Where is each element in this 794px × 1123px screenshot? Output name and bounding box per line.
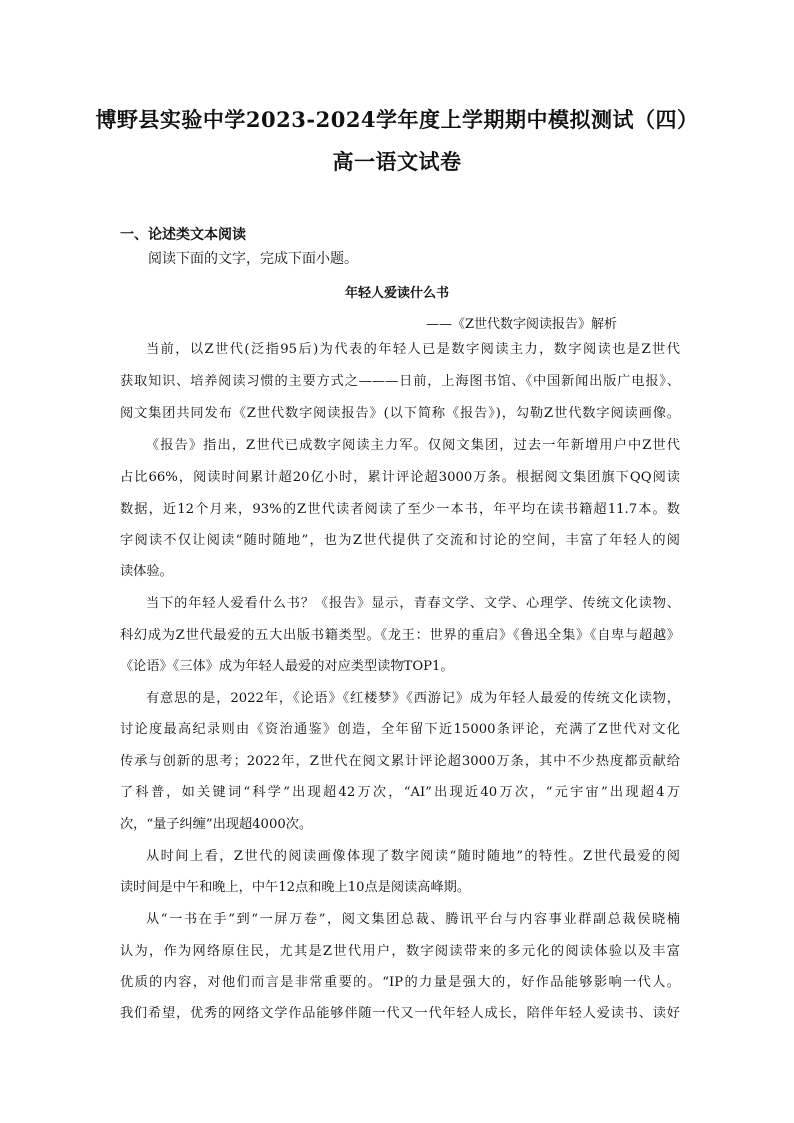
article-line: 占比66%，阅读时间累计超20亿小时，累计评论超3000万条。根据阅文集团旗下QQ阅读: [120, 470, 680, 485]
article-line: 读体验。: [120, 564, 173, 579]
article-subtitle: ——《Z世代数字阅读报告》解析: [426, 317, 618, 332]
article-line: 《论语》《三体》成为年轻人最爱的对应类型读物TOP1。: [120, 659, 454, 674]
article-title: 年轻人爱读什么书: [344, 286, 449, 301]
section-heading: 一、论述类文本阅读: [120, 227, 246, 243]
exam-subtitle: 高一语文试卷: [332, 149, 462, 174]
article-line: 了科普，如关键词“科学”出现超42万次，“AI”出现近40万次，“元宇宙”出现超4万: [120, 785, 680, 800]
section-instruction: 阅读下面的文字，完成下面小题。: [148, 251, 358, 267]
article-line: 从“一书在手”到“一屏万卷”，阅文集团总裁、腾讯平台与内容事业群副总裁侯晓楠: [146, 912, 680, 927]
article-line: 字阅读不仅让阅读“随时随地”，也为Z世代提供了交流和讨论的空间，丰富了年轻人的阅: [120, 533, 680, 548]
article-line: 科幻成为Z世代最爱的五大出版书籍类型。《龙王：世界的重启》《鲁迅全集》《自卑与超越》: [120, 628, 680, 643]
exam-title: 博野县实验中学2023-2024学年度上学期期中模拟测试（四）: [95, 107, 699, 132]
article-line: 讨论度最高纪录则由《资治通鉴》创造，全年留下近15000条评论，充满了Z世代对文化: [120, 722, 680, 737]
article-line: 从时间上看，Z世代的阅读画像体现了数字阅读“随时随地”的特性。Z世代最爱的阅: [146, 849, 680, 864]
article-line: 《报告》指出，Z世代已成数字阅读主力军。仅阅文集团，过去一年新增用户中Z世代: [146, 438, 680, 453]
article-line: 读时间是中午和晚上，中午12点和晚上10点是阅读高峰期。: [120, 880, 471, 895]
article-line: 认为，作为网络原住民，尤其是Z世代用户，数字阅读带来的多元化的阅读体验以及丰富: [120, 944, 680, 959]
article-line: 我们希望，优秀的网络文学作品能够伴随一代又一代年轻人成长，陪伴年轻人爱读书、读好: [120, 1006, 680, 1021]
article-line: 有意思的是，2022年，《论语》《红楼梦》《西游记》成为年轻人最爱的传统文化读物，: [146, 691, 680, 706]
article-line: 数据，近12个月来，93%的Z世代读者阅读了至少一本书，年平均在读书籍超11.7本。数: [120, 502, 680, 517]
article-line: 阅文集团共同发布《Z世代数字阅读报告》(以下简称《报告》)，勾勒Z世代数字阅读画像。: [120, 406, 680, 421]
article-line: 当前，以Z世代(泛指95后)为代表的年轻人已是数字阅读主力，数字阅读也是Z世代: [146, 342, 680, 357]
article-line: 次，“量子纠缠”出现超4000次。: [120, 817, 313, 832]
article-line: 获取知识、培养阅读习惯的主要方式之———日前，上海图书馆、《中国新闻出版广电报》、: [120, 374, 680, 389]
article-line: 优质的内容，对他们而言是非常重要的。“IP的力量是强大的，好作品能够影响一代人。: [120, 975, 680, 990]
article-line: 当下的年轻人爱看什么书？《报告》显示，青春文学、文学、心理学、传统文化读物、: [146, 596, 680, 611]
article-line: 传承与创新的思考；2022年，Z世代在阅文累计评论超3000万条，其中不少热度都贡献给: [120, 754, 680, 769]
